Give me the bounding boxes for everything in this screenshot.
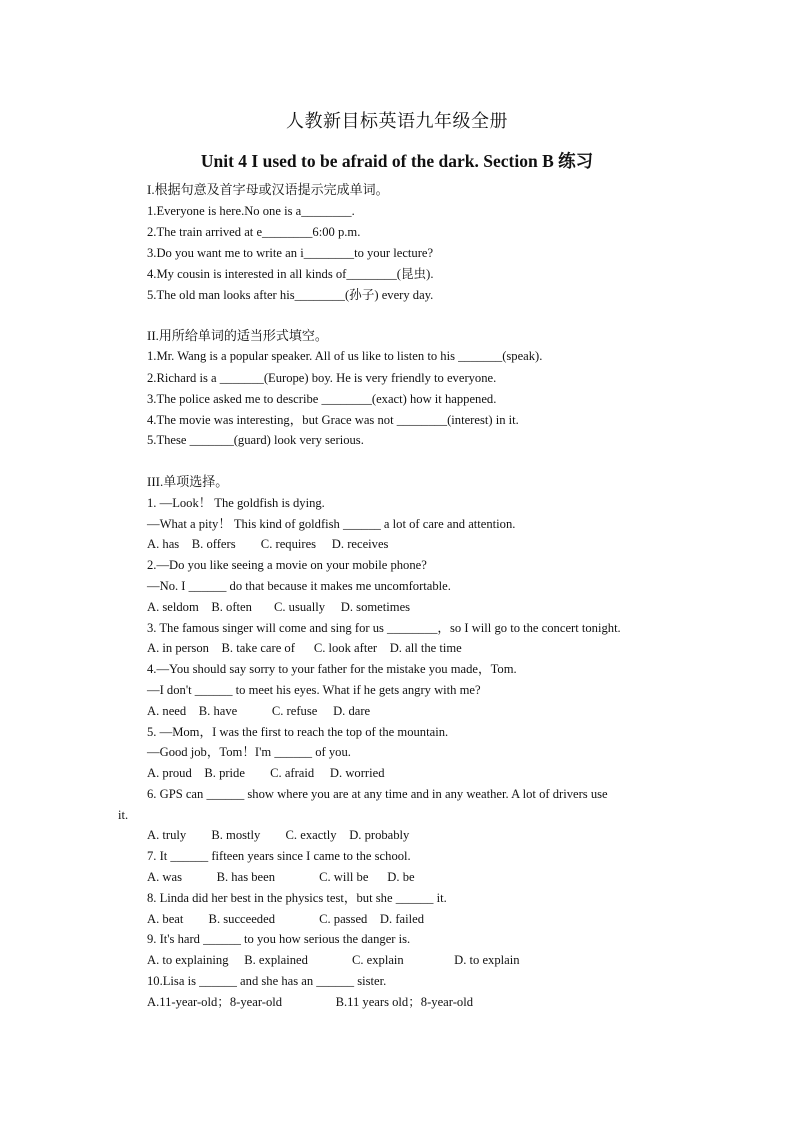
section2-item-1: 1.Mr. Wang is a popular speaker. All of us like to listen to his _______(speak). bbox=[147, 349, 543, 363]
section1-item-3: 3.Do you want me to write an i________to your lecture? bbox=[147, 246, 434, 260]
q7-question: 7. It ______ fifteen years since I came to the school. bbox=[147, 849, 411, 863]
q5-response: —Good job，Tom！I'm ______ of you. bbox=[147, 745, 351, 759]
section1-item-1: 1.Everyone is here.No one is a________. bbox=[147, 204, 355, 218]
q4-response: —I don't ______ to meet his eyes. What if he gets angry with me? bbox=[147, 683, 481, 697]
q6-question-continued: it. bbox=[118, 808, 129, 822]
q8-options: A. beat B. succeeded C. passed D. failed bbox=[147, 912, 424, 926]
q3-question: 3. The famous singer will come and sing for us ________，so I will go to the concert tonight. bbox=[147, 621, 621, 635]
section2-item-2: 2.Richard is a _______(Europe) boy. He is very friendly to everyone. bbox=[147, 371, 497, 385]
q1-options: A. has B. offers C. requires D. receives bbox=[147, 537, 389, 551]
section1-item-5: 5.The old man looks after his________(孙子) every day. bbox=[147, 288, 434, 302]
q10-options: A.11-year-old；8-year-old B.11 years old；8-year-old bbox=[147, 995, 474, 1009]
q6-question: 6. GPS can ______ show where you are at any time and in any weather. A lot of drivers use bbox=[147, 787, 608, 801]
q5-question: 5. —Mom，I was the first to reach the top of the mountain. bbox=[147, 725, 449, 739]
section1-item-2: 2.The train arrived at e________6:00 p.m. bbox=[147, 225, 361, 239]
section2-item-3: 3.The police asked me to describe ________(exact) how it happened. bbox=[147, 392, 497, 406]
section2-heading: II.用所给单词的适当形式填空。 bbox=[147, 328, 328, 343]
q9-options: A. to explaining B. explained C. explain D. to explain bbox=[147, 953, 520, 967]
q7-options: A. was B. has been C. will be D. be bbox=[147, 870, 415, 884]
q3-options: A. in person B. take care of C. look after D. all the time bbox=[147, 641, 462, 655]
section1-heading: I.根据句意及首字母或汉语提示完成单词。 bbox=[147, 182, 389, 197]
q9-question: 9. It's hard ______ to you how serious the danger is. bbox=[147, 932, 411, 946]
q4-options: A. need B. have C. refuse D. dare bbox=[147, 704, 371, 718]
section2-item-5: 5.These _______(guard) look very serious. bbox=[147, 433, 364, 447]
section2-item-4: 4.The movie was interesting，but Grace was not ________(interest) in it. bbox=[147, 413, 519, 427]
section1-item-4: 4.My cousin is interested in all kinds of________(昆虫). bbox=[147, 267, 434, 281]
q8-question: 8. Linda did her best in the physics test，but she ______ it. bbox=[147, 891, 447, 905]
q2-question: 2.—Do you like seeing a movie on your mobile phone? bbox=[147, 558, 427, 572]
document-title: 人教新目标英语九年级全册 bbox=[286, 111, 508, 131]
q1-question: 1. —Look！ The goldfish is dying. bbox=[147, 496, 325, 510]
q2-options: A. seldom B. often C. usually D. sometimes bbox=[147, 600, 411, 614]
q2-response: —No. I ______ do that because it makes me uncomfortable. bbox=[147, 579, 451, 593]
q1-response: —What a pity！ This kind of goldfish ______ a lot of care and attention. bbox=[147, 517, 516, 531]
q5-options: A. proud B. pride C. afraid D. worried bbox=[147, 766, 385, 780]
section3-heading: III.单项选择。 bbox=[147, 474, 229, 489]
q10-question: 10.Lisa is ______ and she has an ______ sister. bbox=[147, 974, 387, 988]
q4-question: 4.—You should say sorry to your father for the mistake you made，Tom. bbox=[147, 662, 517, 676]
document-subtitle: Unit 4 I used to be afraid of the dark. Section B 练习 bbox=[200, 151, 594, 171]
q6-options: A. truly B. mostly C. exactly D. probably bbox=[147, 828, 410, 842]
